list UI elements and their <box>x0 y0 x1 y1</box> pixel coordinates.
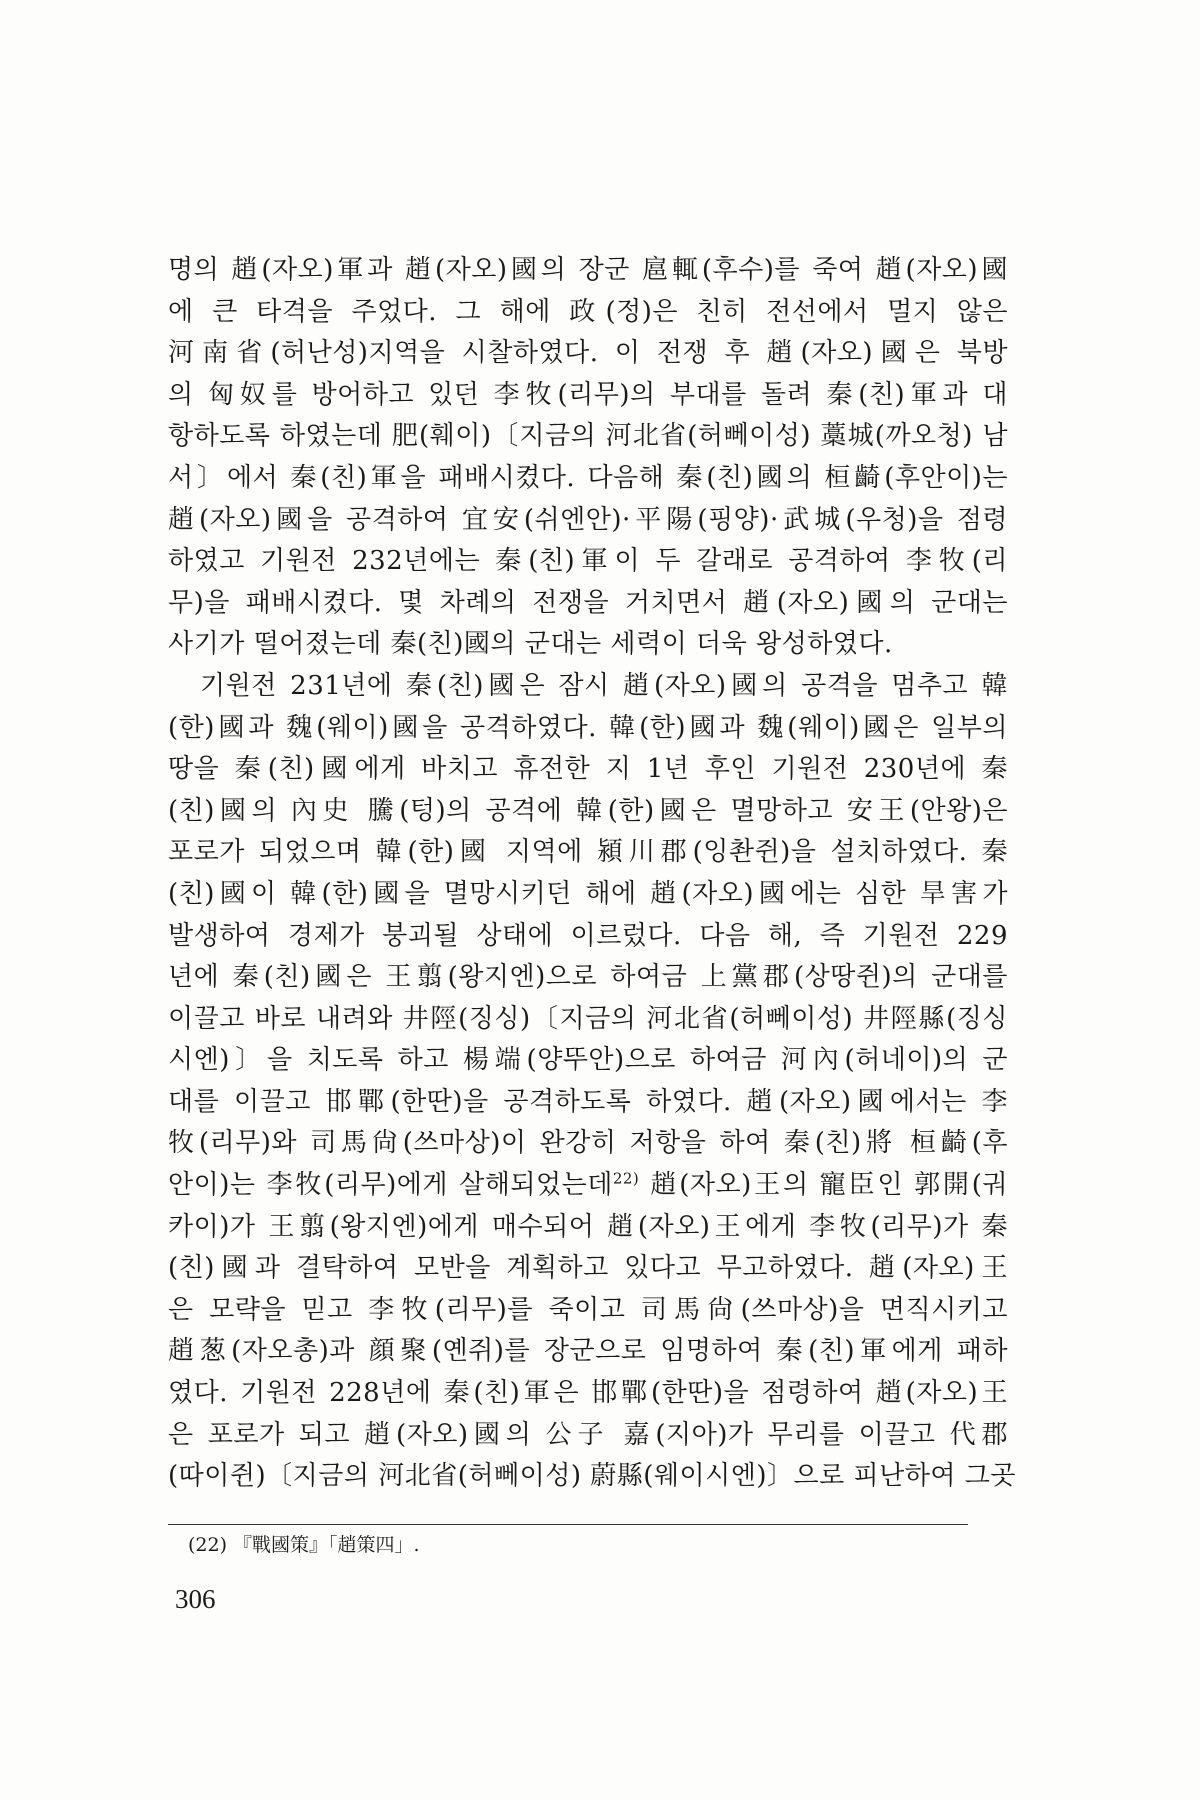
text-line: (한)國과 魏(웨이)國을 공격하였다. 韓(한)國과 魏(웨이)國은 일부의 <box>168 712 1008 743</box>
text-line: (친)國과 결탁하여 모반을 계획하고 있다고 무고하였다. 趙(자오)王 <box>168 1253 1008 1284</box>
text-line: 시엔)〕을 치도록 하고 楊端(양뚜안)으로 하여금 河內(허네이)의 군 <box>168 1045 1008 1076</box>
paragraph-start-line: 기원전 231년에 秦(친)國은 잠시 趙(자오)國의 공격을 멈추고 韓 <box>200 670 1008 701</box>
text-segment: 趙(자오)王의 寵臣인 郭開(궈 <box>639 1170 1009 1201</box>
text-line: 명의 趙(자오)軍과 趙(자오)國의 장군 扈輒(후수)를 죽여 趙(자오)國 <box>168 255 1008 285</box>
text-line: 이끌고 바로 내려와 井陘(징싱)〔지금의 河北省(허뻬이성) 井陘縣(징싱 <box>168 1003 1008 1034</box>
text-line: (친)國이 韓(한)國을 멸망시키던 해에 趙(자오)國에는 심한 旱害가 <box>168 878 1008 909</box>
text-line: 년에 秦(친)國은 王翦(왕지엔)으로 하여금 上黨郡(상땅쥔)의 군대를 <box>168 962 1008 993</box>
text-line-with-note <box>168 1165 1008 1207</box>
text-line: 하였고 기원전 232년에는 秦(친)軍이 두 갈래로 공격하여 李牧(리 <box>168 546 1008 577</box>
text-line: 趙葱(자오총)과 顔聚(옌쥐)를 장군으로 임명하여 秦(친)軍에게 패하 <box>168 1336 1008 1367</box>
text-line: 포로가 되었으며 韓(한)國 지역에 潁川郡(잉촨쥔)을 설치하였다. 秦 <box>168 837 1008 868</box>
text-line: 였다. 기원전 228년에 秦(친)軍은 邯鄲(한딴)을 점령하여 趙(자오)王 <box>168 1378 1008 1409</box>
footnote: (22) 『戰國策』「趙策四」. <box>188 1534 420 1556</box>
footnote-reference[interactable]: 22) <box>612 1169 640 1188</box>
text-segment: 안이)는 李牧(리무)에게 살해되었는데 <box>168 1170 613 1201</box>
text-line: 땅을 秦(친)國에게 바치고 휴전한 지 1년 후인 기원전 230년에 秦 <box>168 754 1008 785</box>
body-text <box>168 250 1016 1498</box>
text-line: 河南省(허난성)지역을 시찰하였다. 이 전쟁 후 趙(자오)國은 북방 <box>168 338 1008 369</box>
text-line: 은 모략을 믿고 李牧(리무)를 죽이고 司馬尙(쓰마상)을 면직시키고 <box>168 1294 1008 1325</box>
text-line: 발생하여 경제가 붕괴될 상태에 이르렀다. 다음 해, 즉 기원전 229 <box>168 920 1008 951</box>
footnote-divider <box>168 1524 968 1525</box>
text-line: (친)國의 內史 騰(텅)의 공격에 韓(한)國은 멸망하고 安王(안왕)은 <box>168 795 1008 826</box>
text-line: 趙(자오)國을 공격하여 宜安(쉬엔안)·平陽(핑양)·武城(우청)을 점령 <box>168 504 1008 535</box>
text-line: 서〕에서 秦(친)軍을 패배시켰다. 다음해 秦(친)國의 桓齮(후안이)는 <box>168 462 1008 493</box>
page-number: 306 <box>175 1584 216 1614</box>
text-line: (따이쥔)〔지금의 河北省(허뻬이성) 蔚縣(웨이시엔)〕으로 피난하여 그곳 <box>168 1461 1016 1492</box>
text-line: 의 匈奴를 방어하고 있던 李牧(리무)의 부대를 돌려 秦(친)軍과 대 <box>168 379 1008 410</box>
text-line: 은 포로가 되고 趙(자오)國의 公子 嘉(지아)가 무리를 이끌고 代郡 <box>168 1419 1008 1450</box>
text-line: 항하도록 하였는데 肥(훼이)〔지금의 河北省(허뻬이성) 藁城(까오청) 남 <box>168 421 1008 452</box>
text-line: 카이)가 王翦(왕지엔)에게 매수되어 趙(자오)王에게 李牧(리무)가 秦 <box>168 1211 1008 1242</box>
text-line: 牧(리무)와 司馬尙(쓰마상)이 완강히 저항을 하여 秦(친)將 桓齮(후 <box>168 1128 1008 1159</box>
paragraph-end-line: 사기가 떨어졌는데 秦(친)國의 군대는 세력이 더욱 왕성하였다. <box>168 629 893 660</box>
text-line: 무)을 패배시켰다. 몇 차례의 전쟁을 거치면서 趙(자오)國의 군대는 <box>168 587 1008 618</box>
text-line: 대를 이끌고 邯鄲(한딴)을 공격하도록 하였다. 趙(자오)國에서는 李 <box>168 1086 1008 1117</box>
text-line: 에 큰 타격을 주었다. 그 해에 政(정)은 친히 전선에서 멀지 않은 <box>168 296 1008 327</box>
